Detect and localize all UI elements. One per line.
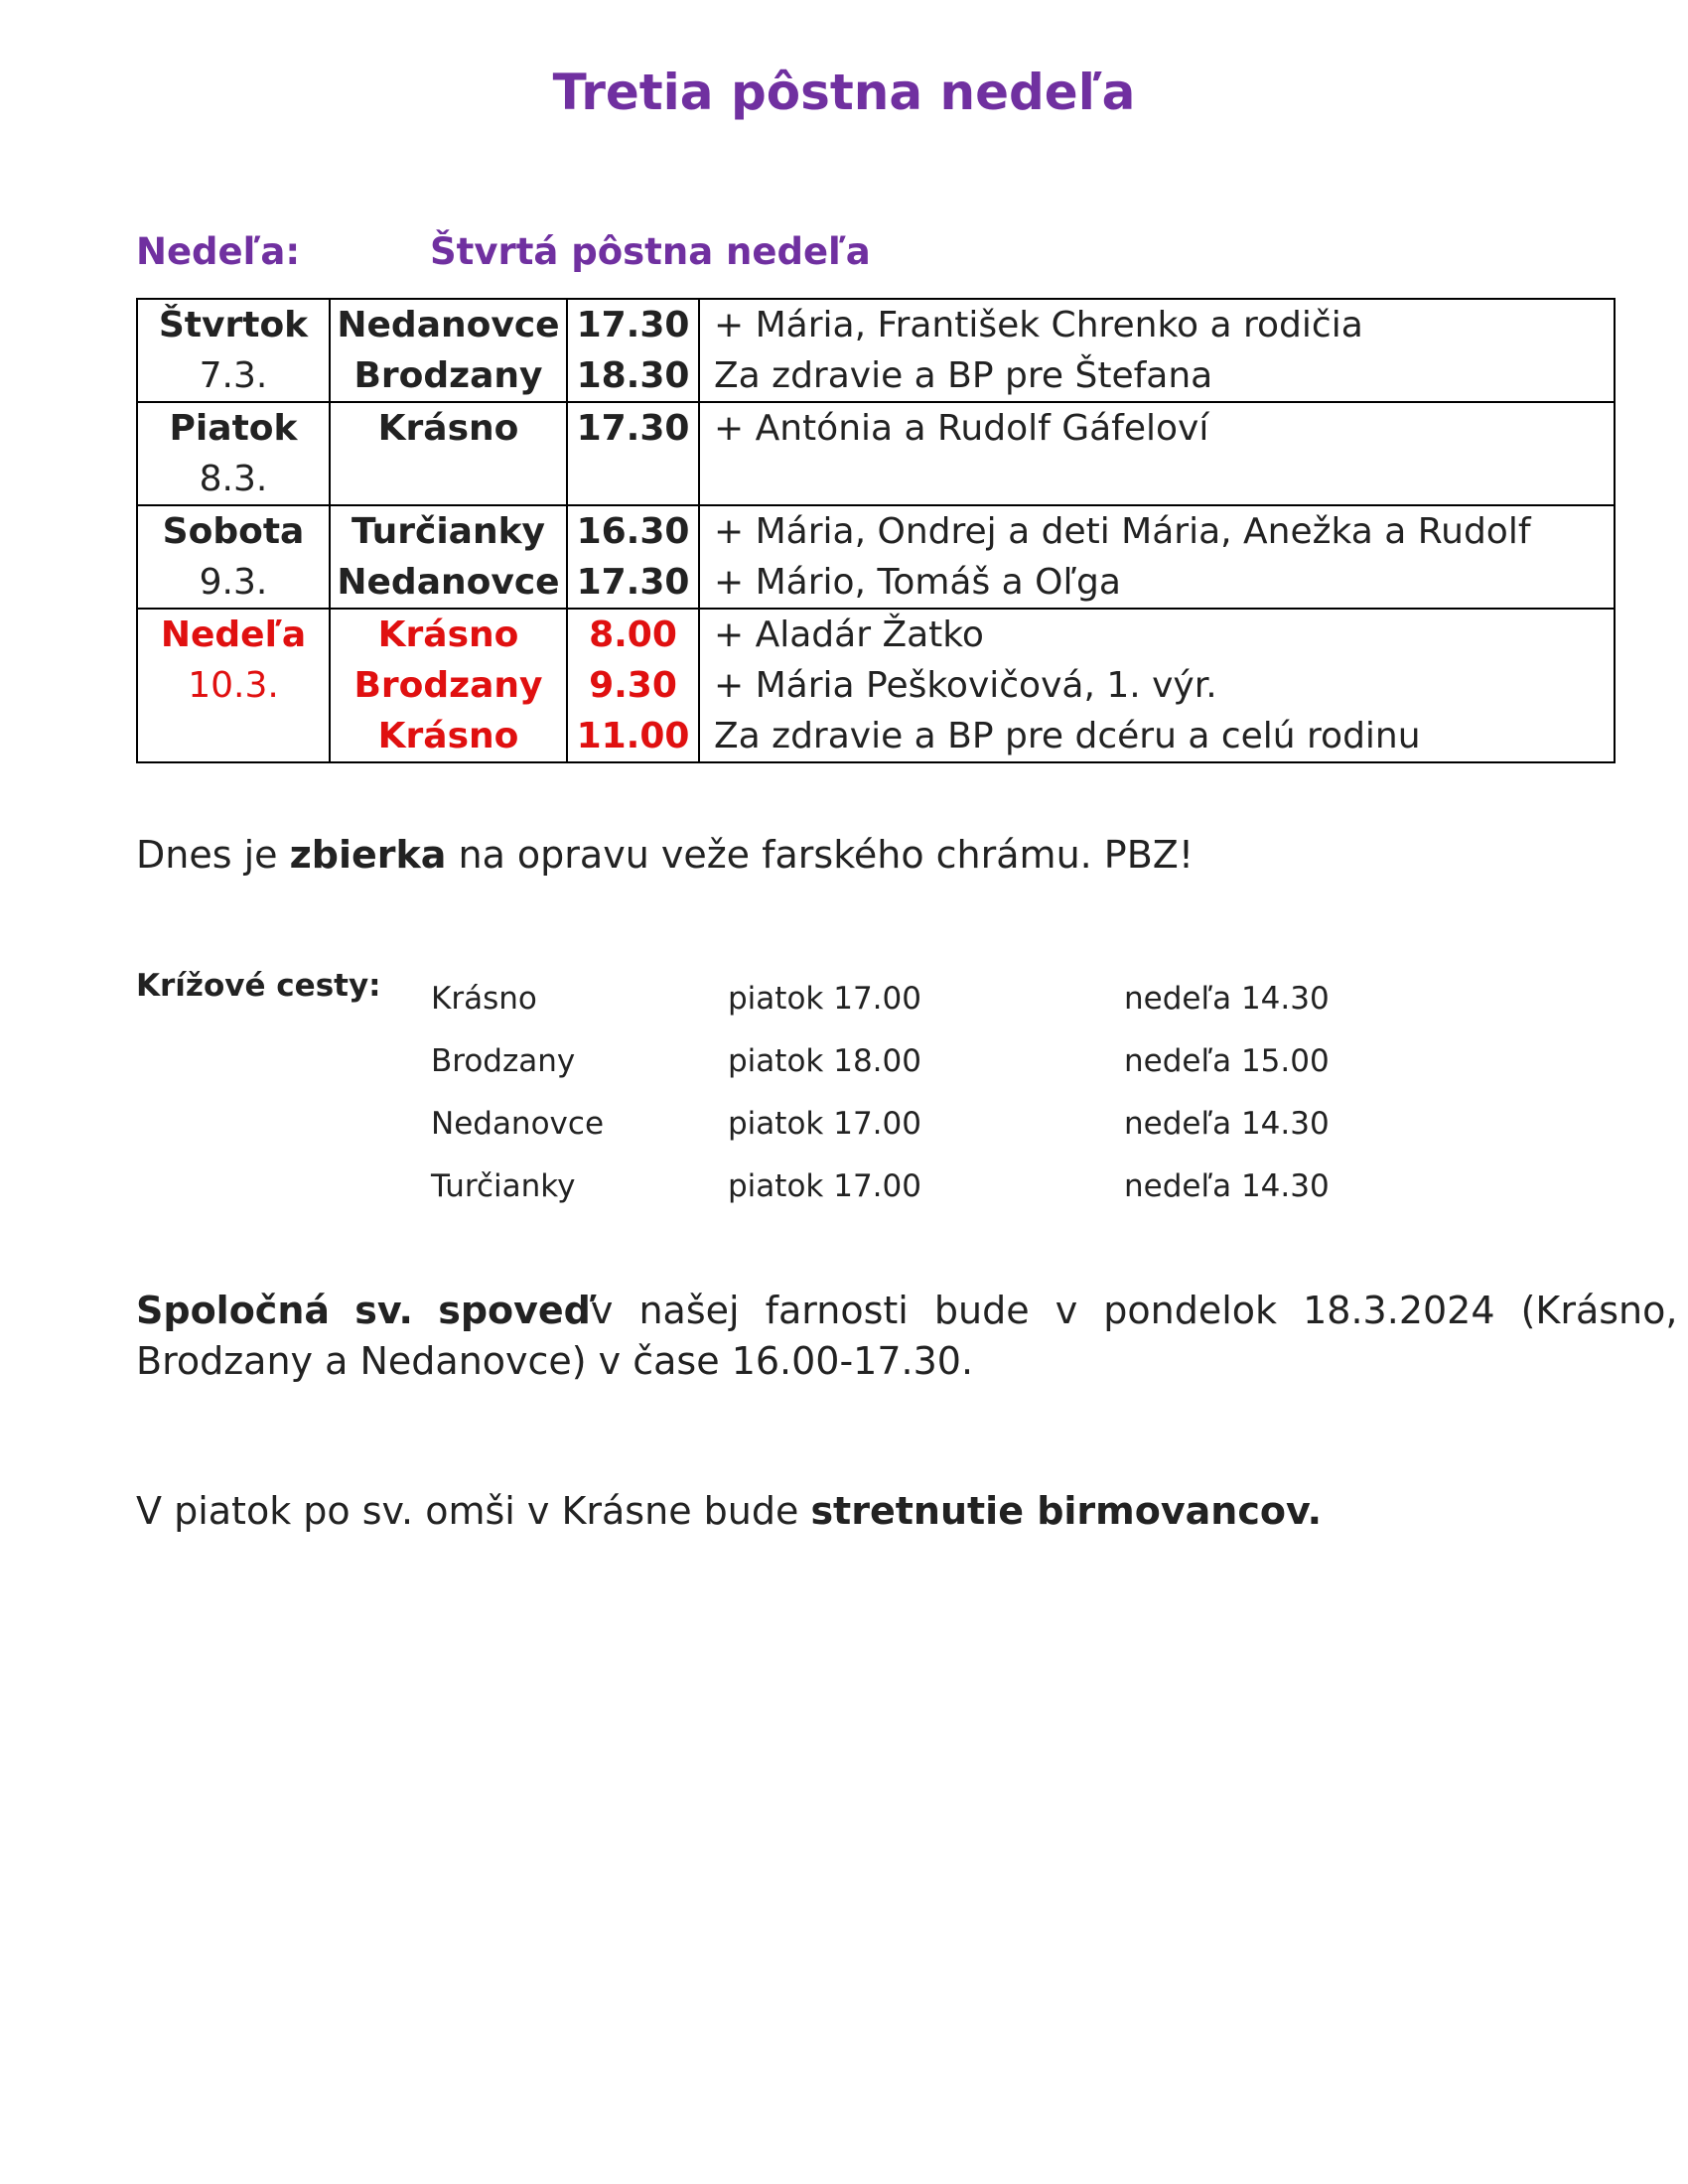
confession-line1-rest: v našej farnosti bude v pondelok 18.3.2024 (Krásno,: [590, 1289, 1678, 1332]
sunday-label: Nedeľa:: [136, 230, 301, 273]
mass-place: Krásno: [377, 614, 519, 655]
mass-time-cell: [567, 402, 699, 505]
mass-intention: + Mária, Ondrej a deti Mária, Anežka a Rudolf: [714, 511, 1531, 552]
mass-place: Brodzany: [353, 665, 543, 706]
day-date: 7.3.: [199, 355, 268, 396]
day-cell: [137, 402, 330, 505]
stations-friday: [728, 968, 921, 1218]
mass-intention: + Mário, Tomáš a Oľga: [714, 562, 1121, 603]
confirmation-pre: V piatok po sv. omši v Krásne bude: [136, 1489, 811, 1533]
day-name: Nedeľa: [160, 614, 307, 655]
stations-places: [431, 968, 604, 1218]
station-sunday: nedeľa 14.30: [1124, 1106, 1330, 1142]
mass-intention: + Aladár Žatko: [714, 614, 984, 655]
mass-place: Krásno: [377, 716, 519, 756]
mass-time: 11.00: [576, 716, 690, 756]
confirmation-notice: [136, 1486, 1322, 1537]
mass-place: Nedanovce: [337, 305, 560, 345]
table-row: [137, 402, 1615, 505]
confession-line-2: Brodzany a Nedanovce) v čase 16.00-17.30.: [136, 1339, 974, 1383]
mass-time: 8.00: [589, 614, 677, 655]
station-place: Nedanovce: [431, 1106, 605, 1142]
mass-intention: + Antónia a Rudolf Gáfeloví: [714, 408, 1209, 449]
mass-place: Krásno: [377, 408, 519, 449]
mass-time: 17.30: [576, 305, 690, 345]
mass-place-cell: [330, 299, 567, 402]
mass-intention-cell: [699, 609, 1615, 762]
day-date: 8.3.: [199, 459, 268, 499]
day-cell: [137, 609, 330, 762]
mass-place: Turčianky: [352, 511, 545, 552]
mass-intention: + Mária Peškovičová, 1. výr.: [714, 665, 1217, 706]
confirmation-bold: stretnutie birmovancov.: [810, 1489, 1323, 1533]
collection-bold: zbierka: [289, 833, 447, 877]
station-friday: piatok 17.00: [728, 1168, 921, 1204]
confession-bold: Spoločná sv. spoveď: [136, 1289, 591, 1332]
confession-notice: [136, 1286, 1678, 1387]
sunday-name: Štvrtá pôstna nedeľa: [430, 230, 871, 273]
page-title: Tretia pôstna nedeľa: [552, 64, 1136, 121]
mass-time: 17.30: [576, 408, 690, 449]
day-name: Sobota: [162, 511, 305, 552]
mass-intention: + Mária, František Chrenko a rodičia: [714, 305, 1363, 345]
station-place: Brodzany: [431, 1043, 576, 1079]
stations-label: Krížové cesty:: [136, 968, 381, 1004]
mass-time: 17.30: [576, 562, 690, 603]
day-date: 9.3.: [199, 562, 268, 603]
collection-notice: [136, 830, 1194, 881]
station-sunday: nedeľa 15.00: [1124, 1043, 1330, 1079]
mass-time: 16.30: [576, 511, 690, 552]
day-cell: [137, 505, 330, 609]
mass-time-cell: [567, 505, 699, 609]
table-row: [137, 609, 1615, 762]
day-date: 10.3.: [188, 665, 279, 706]
stations-sunday: [1124, 968, 1330, 1218]
table-row: [137, 299, 1615, 402]
station-friday: piatok 17.00: [728, 981, 921, 1017]
mass-intention-cell: [699, 299, 1615, 402]
confession-line-1: [136, 1286, 1678, 1336]
day-cell: [137, 299, 330, 402]
station-place: Krásno: [431, 981, 537, 1017]
mass-place-cell: [330, 609, 567, 762]
collection-pre: Dnes je: [136, 833, 290, 877]
station-sunday: nedeľa 14.30: [1124, 981, 1330, 1017]
mass-time: 18.30: [576, 355, 690, 396]
mass-place: Nedanovce: [337, 562, 560, 603]
mass-intention: Za zdravie a BP pre dcéru a celú rodinu: [714, 716, 1421, 756]
mass-time-cell: [567, 609, 699, 762]
mass-time: 9.30: [589, 665, 677, 706]
mass-schedule-table: [136, 298, 1616, 763]
mass-intention-cell: [699, 505, 1615, 609]
station-sunday: nedeľa 14.30: [1124, 1168, 1330, 1204]
day-name: Piatok: [169, 408, 298, 449]
mass-intention-cell: [699, 402, 1615, 505]
mass-place: Brodzany: [353, 355, 543, 396]
table-row: [137, 505, 1615, 609]
station-place: Turčianky: [431, 1168, 576, 1204]
mass-place-cell: [330, 505, 567, 609]
collection-post: na opravu veže farského chrámu. PBZ!: [446, 833, 1195, 877]
station-friday: piatok 17.00: [728, 1106, 921, 1142]
station-friday: piatok 18.00: [728, 1043, 921, 1079]
mass-intention: Za zdravie a BP pre Štefana: [714, 355, 1213, 396]
day-name: Štvrtok: [158, 305, 309, 345]
mass-time-cell: [567, 299, 699, 402]
mass-place-cell: [330, 402, 567, 505]
